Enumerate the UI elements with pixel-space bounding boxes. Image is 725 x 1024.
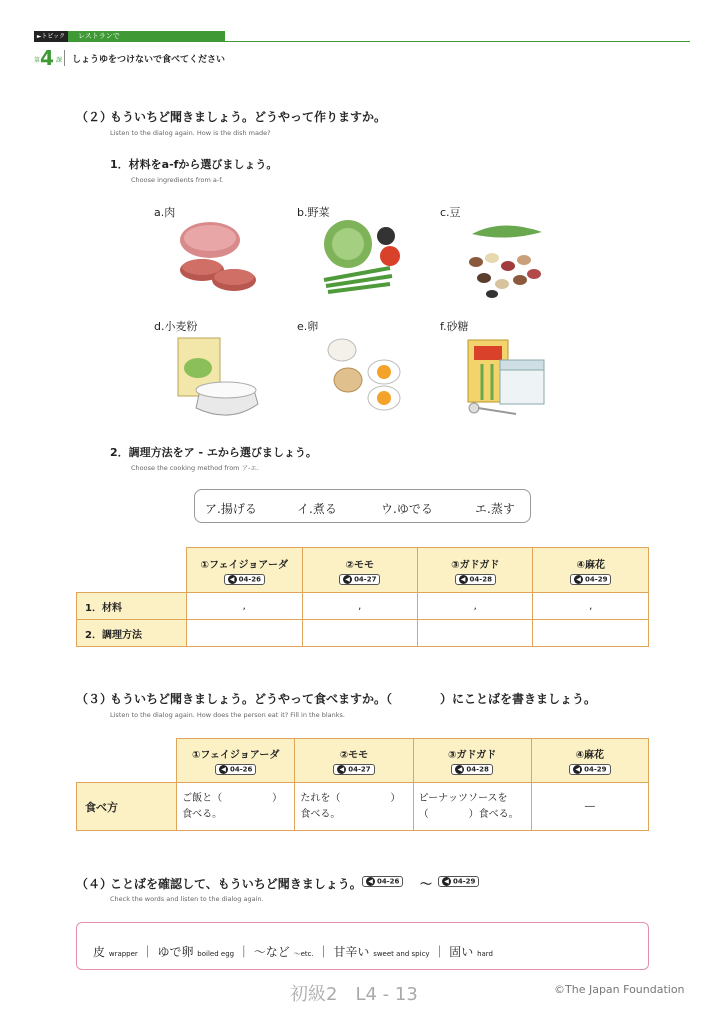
q4-title: ことばを確認して、もういちど聞きましょう。 xyxy=(110,877,362,891)
lesson-prefix: 第 xyxy=(34,57,41,64)
answer-cell[interactable] xyxy=(187,620,302,647)
dish-header xyxy=(177,739,295,783)
beans-illustration xyxy=(462,218,548,300)
topic-tag: ►トピック xyxy=(34,31,68,42)
dish-header xyxy=(531,739,648,783)
ingredient-label-beans: c.豆 xyxy=(440,206,461,219)
q2-title: もういちど聞きましょう。どうやって作りますか。 xyxy=(110,110,387,124)
answer-cell[interactable]: , xyxy=(187,593,302,620)
dish-name: ④麻花 xyxy=(575,750,605,761)
speaker-icon: ◀ xyxy=(574,575,583,584)
speaker-icon: ◀ xyxy=(337,765,346,774)
egg-illustration xyxy=(322,334,406,418)
q2-part2-title: 2．調理方法をア - エから選びましょう。 xyxy=(110,446,317,459)
ingredient-label-egg: e.卵 xyxy=(297,320,319,333)
vocab-en: ～etc. xyxy=(293,950,314,958)
q2-number: （２） xyxy=(76,110,113,124)
row-label-how-to-eat: 食べ方 xyxy=(77,783,177,831)
vocab-box xyxy=(76,922,649,970)
vocab-jp: 甘辛い xyxy=(333,945,370,959)
q3-title: もういちど聞きましょう。どうやって食べますか。（ ）にことばを書きましょう。 xyxy=(110,692,597,706)
q2-part2-subtitle: Choose the cooking method from ア-エ. xyxy=(131,464,259,472)
vocab-jp: ゆで卵 xyxy=(157,945,194,959)
lesson-suffix: 課 xyxy=(56,57,63,64)
audio-button[interactable]: ◀ 04-29 xyxy=(569,764,610,775)
speaker-icon: ◀ xyxy=(455,765,464,774)
vocab-en: wrapper xyxy=(108,950,138,958)
q3-subtitle: Listen to the dialog again. How does the person eat it? Fill in the blanks. xyxy=(110,711,345,719)
answer-cell[interactable] xyxy=(418,620,533,647)
answer-cell[interactable]: , xyxy=(302,593,417,620)
page-number: 初級2 L4 - 13 xyxy=(290,984,418,1005)
answer-cell[interactable]: , xyxy=(418,593,533,620)
speaker-icon: ◀ xyxy=(343,575,352,584)
copyright: ©The Japan Foundation xyxy=(554,983,685,996)
vegetables-illustration xyxy=(320,218,406,300)
meat-illustration xyxy=(176,218,260,298)
audio-button[interactable]: ◀ 04-26 xyxy=(224,574,265,585)
answer-cell[interactable]: , xyxy=(533,593,649,620)
dish-name: ③ガドガド xyxy=(451,559,500,571)
method-fry: ア.揚げる xyxy=(205,502,257,516)
answer-cell[interactable]: ご飯と（ ） 食べる。 xyxy=(177,783,295,831)
dish-header xyxy=(187,548,302,593)
row-label-method: 2．調理方法 xyxy=(77,620,187,647)
ingredient-label-meat: a.肉 xyxy=(154,206,176,219)
dish-name: ②モモ xyxy=(339,750,369,761)
dish-name: ③ガドガド xyxy=(448,750,497,761)
tilde: ～ xyxy=(420,877,433,891)
vocab-en: boiled egg xyxy=(197,950,235,958)
audio-button[interactable]: ◀ 04-26 xyxy=(215,764,256,775)
q3-number: （３） xyxy=(76,692,113,706)
q2-answer-table xyxy=(76,547,649,647)
speaker-icon: ◀ xyxy=(366,877,375,886)
answer-cell[interactable] xyxy=(302,620,417,647)
speaker-icon: ◀ xyxy=(219,765,228,774)
row-label-ingredients: 1．材料 xyxy=(77,593,187,620)
method-steam: エ.蒸す xyxy=(475,502,515,516)
audio-button-end[interactable]: ◀ 04-29 xyxy=(438,876,479,887)
topic-title: レストランで xyxy=(68,31,225,42)
speaker-icon: ◀ xyxy=(459,575,468,584)
q4-subtitle: Check the words and listen to the dialog again. xyxy=(110,895,264,903)
ingredient-label-vegetables: b.野菜 xyxy=(297,206,330,219)
vocab-jp: 固い xyxy=(449,945,474,959)
header-divider xyxy=(225,41,690,42)
audio-button-start[interactable]: ◀ 04-26 xyxy=(362,876,403,887)
lesson-divider xyxy=(64,50,65,66)
audio-button[interactable]: ◀ 04-29 xyxy=(570,574,611,585)
dish-header xyxy=(418,548,533,593)
dish-header xyxy=(413,739,531,783)
q2-part1-title: 1．材料をa-fから選びましょう。 xyxy=(110,158,278,171)
q2-subtitle: Listen to the dialog again. How is the dish made? xyxy=(110,129,271,137)
cooking-method-box xyxy=(194,489,531,523)
dish-name: ④麻花 xyxy=(576,559,605,571)
q4-number: （４） xyxy=(76,877,113,891)
q3-answer-table xyxy=(76,738,649,831)
dish-header xyxy=(302,548,417,593)
answer-cell[interactable]: たれを（ ） 食べる。 xyxy=(295,783,413,831)
dish-name: ①フェイジョアーダ xyxy=(191,750,280,761)
ingredient-label-sugar: f.砂糖 xyxy=(440,320,469,333)
audio-button[interactable]: ◀ 04-28 xyxy=(451,764,492,775)
answer-cell: ― xyxy=(531,783,648,831)
audio-button[interactable]: ◀ 04-28 xyxy=(455,574,496,585)
q2-part1-subtitle: Choose ingredients from a-f. xyxy=(131,176,224,184)
answer-cell[interactable]: ピーナッツソースを （ ）食べる。 xyxy=(413,783,531,831)
method-simmer: イ.煮る xyxy=(297,502,337,516)
ingredient-label-flour: d.小麦粉 xyxy=(154,320,198,333)
vocab-jp: 皮 xyxy=(93,945,106,959)
method-boil: ウ.ゆでる xyxy=(381,502,433,516)
vocab-list: 皮 wrapper ｜ ゆで卵 boiled egg ｜ ～など ～etc. ｜ 甘辛い sweet and spicy ｜ 固い hard xyxy=(93,945,493,959)
dish-name: ②モモ xyxy=(345,559,374,571)
speaker-icon: ◀ xyxy=(442,877,451,886)
vocab-jp: ～など xyxy=(253,945,290,959)
vocab-en: sweet and spicy xyxy=(373,950,430,958)
speaker-icon: ◀ xyxy=(228,575,237,584)
vocab-en: hard xyxy=(477,950,493,958)
audio-button[interactable]: ◀ 04-27 xyxy=(333,764,374,775)
sugar-illustration xyxy=(464,334,550,418)
dish-name: ①フェイジョアーダ xyxy=(200,559,288,571)
dish-header xyxy=(533,548,649,593)
audio-button[interactable]: ◀ 04-27 xyxy=(339,574,380,585)
dish-header xyxy=(295,739,413,783)
answer-cell[interactable] xyxy=(533,620,649,647)
flour-illustration xyxy=(174,334,264,418)
lesson-number: 4 xyxy=(40,46,54,70)
speaker-icon: ◀ xyxy=(573,765,582,774)
lesson-title: しょうゆをつけないで食べてください xyxy=(72,55,226,65)
